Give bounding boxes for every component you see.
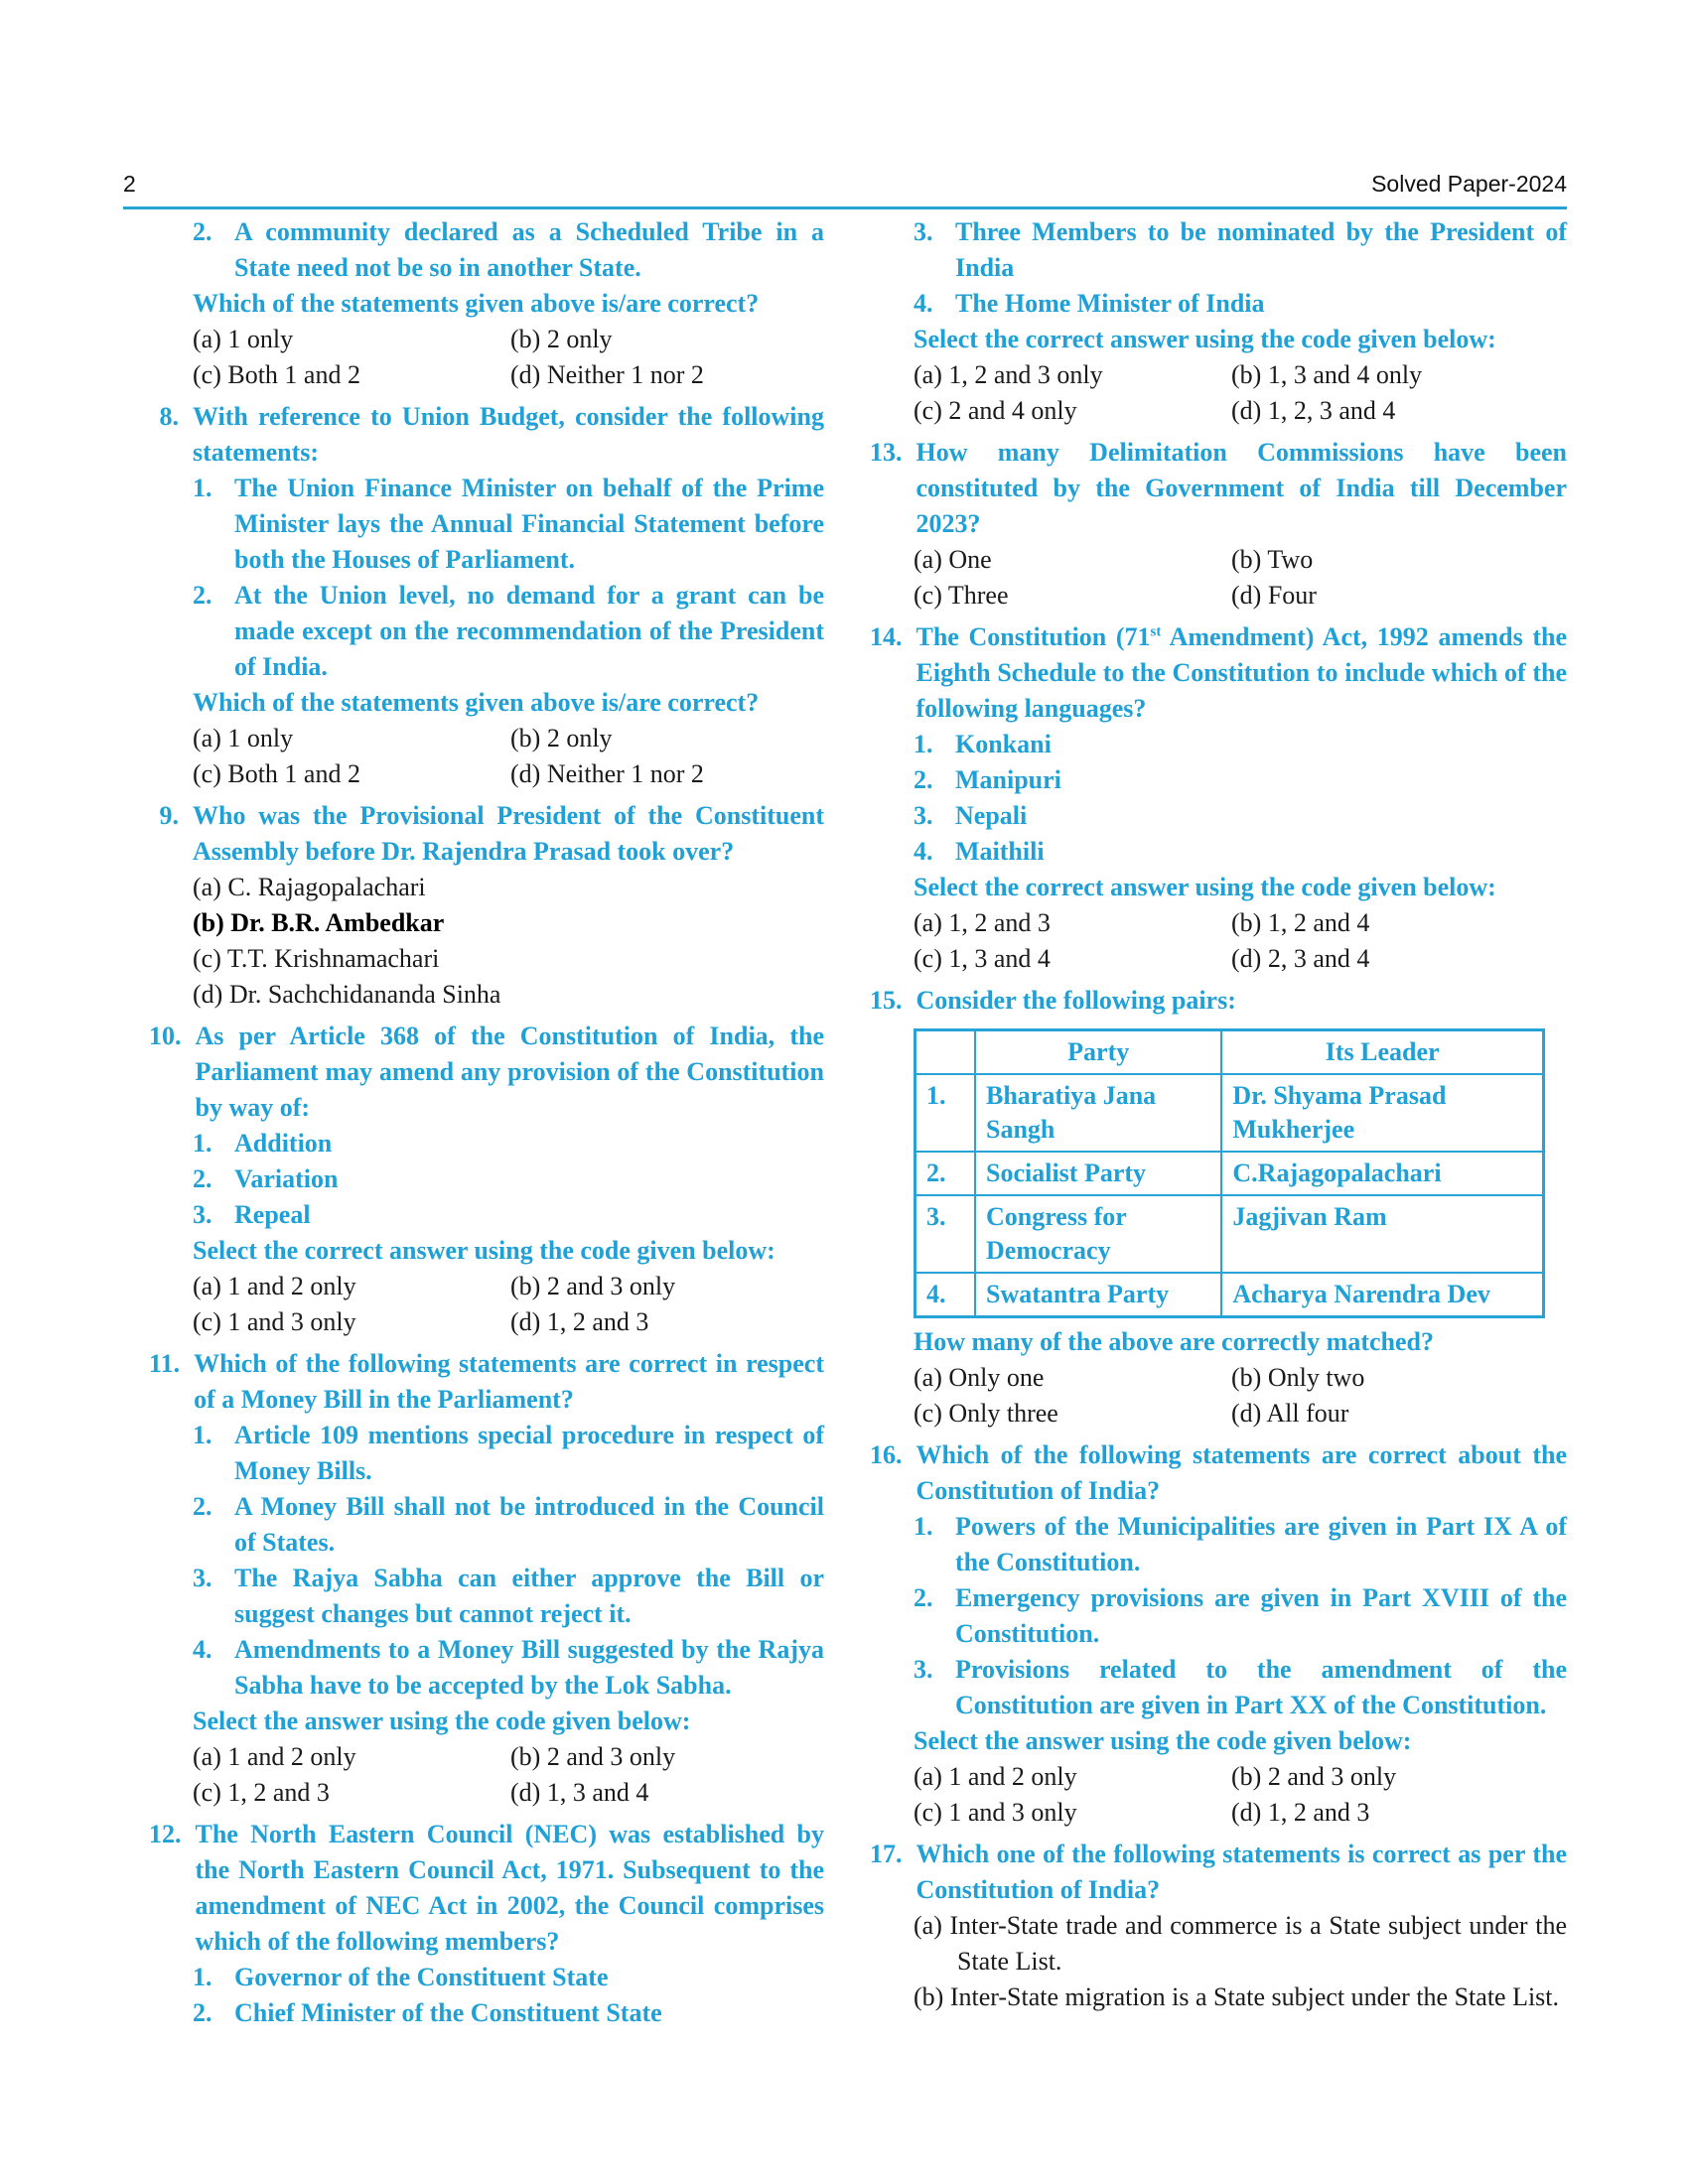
- page-number: 2: [123, 171, 136, 197]
- right-column: [870, 214, 1567, 2015]
- q14-option-c: (c) 1, 3 and 4: [914, 944, 1051, 973]
- q10-option-a: (a) 1 and 2 only: [193, 1272, 356, 1300]
- q14-options: [870, 905, 1567, 977]
- q13-option-c: (c) Three: [914, 581, 1009, 610]
- q15-prompt: How many of the above are correctly matched?: [914, 1327, 1434, 1356]
- q16-prompt: Select the answer using the code given below:: [914, 1726, 1412, 1755]
- q13-option-b: (b) Two: [1231, 545, 1314, 574]
- q11-prompt: Select the answer using the code given below:: [193, 1706, 691, 1735]
- q13-options: [870, 542, 1567, 614]
- q9-option-b-answer: (b) Dr. B.R. Ambedkar: [193, 908, 445, 937]
- q7-options: [149, 322, 824, 393]
- q7-prompt: Which of the statements given above is/are correct?: [193, 289, 760, 318]
- q14-option-a: (a) 1, 2 and 3: [914, 908, 1051, 937]
- q10-option-d: (d) 1, 2 and 3: [510, 1307, 649, 1336]
- column-header-party: Party: [975, 1030, 1221, 1075]
- q10-statement-3: 3. Repeal: [193, 1200, 311, 1229]
- q10-option-c: (c) 1 and 3 only: [193, 1307, 356, 1336]
- q7-option-b: (b) 2 only: [510, 325, 613, 353]
- q16-statement-3: 3. Provisions related to the amendment of the Constitution are given in Part XX of the Constitution.: [914, 1655, 1567, 1719]
- q9-option-c: (c) T.T. Krishnamachari: [193, 944, 440, 973]
- q12-options: [870, 357, 1567, 429]
- q14-statement-3: 3. Nepali: [914, 801, 1028, 830]
- q16-option-b: (b) 2 and 3 only: [1231, 1762, 1397, 1791]
- q8-option-b: (b) 2 only: [510, 724, 613, 752]
- q12-statement-2: 2. Chief Minister of the Constituent State: [193, 1998, 662, 2027]
- q7-option-c: (c) Both 1 and 2: [193, 360, 360, 389]
- q12-statement-1: 1. Governor of the Constituent State: [193, 1963, 609, 1991]
- q14-prompt: Select the correct answer using the code given below:: [914, 873, 1496, 901]
- question-15: 15. Consider the following pairs:: [870, 986, 1236, 1015]
- q15-option-b: (b) Only two: [1231, 1363, 1365, 1392]
- table-row: 3. Congress for Democracy Jagjivan Ram: [915, 1195, 1544, 1273]
- q7-option-a: (a) 1 only: [193, 325, 294, 353]
- question-9: 9. Who was the Provisional President of the Constituent Assembly before Dr. Rajendra Prasad took over?: [159, 801, 824, 866]
- question-17: 17. Which one of the following statements is correct as per the Constitution of India?: [870, 1840, 1567, 1904]
- q13-option-a: (a) One: [914, 545, 992, 574]
- running-title: Solved Paper-2024: [1371, 171, 1567, 197]
- q8-option-a: (a) 1 only: [193, 724, 294, 752]
- q10-statement-1: 1. Addition: [193, 1129, 333, 1158]
- table-row: 1. Bharatiya Jana Sangh Dr. Shyama Prasad Mukherjee: [915, 1074, 1544, 1152]
- q8-prompt: Which of the statements given above is/are correct?: [193, 688, 760, 717]
- q11-statement-2: 2. A Money Bill shall not be introduced in the Council of States.: [193, 1492, 824, 1557]
- q11-option-b: (b) 2 and 3 only: [510, 1742, 676, 1771]
- page-header: [123, 167, 1567, 209]
- q10-options: [149, 1269, 824, 1340]
- q14-option-d: (d) 2, 3 and 4: [1231, 944, 1370, 973]
- q11-options: [149, 1739, 824, 1811]
- q11-statement-4: 4. Amendments to a Money Bill suggested by the Rajya Sabha have to be accepted by the Lok Sabha.: [193, 1635, 824, 1700]
- q8-option-c: (c) Both 1 and 2: [193, 759, 360, 788]
- q11-option-d: (d) 1, 3 and 4: [510, 1778, 649, 1807]
- table-row: 4. Swatantra Party Acharya Narendra Dev: [915, 1273, 1544, 1317]
- q16-statement-2: 2. Emergency provisions are given in Part XVIII of the Constitution.: [914, 1583, 1567, 1648]
- q7-option-d: (d) Neither 1 nor 2: [510, 360, 704, 389]
- q15-option-c: (c) Only three: [914, 1399, 1058, 1428]
- q11-statement-3: 3. The Rajya Sabha can either approve the Bill or suggest changes but cannot reject it.: [193, 1564, 824, 1628]
- q10-statement-2: 2. Variation: [193, 1164, 339, 1193]
- q9-option-a: (a) C. Rajagopalachari: [193, 873, 426, 901]
- q8-option-d: (d) Neither 1 nor 2: [510, 759, 704, 788]
- q11-option-a: (a) 1 and 2 only: [193, 1742, 356, 1771]
- q12-option-b: (b) 1, 3 and 4 only: [1231, 360, 1423, 389]
- column-header-leader: Its Leader: [1221, 1030, 1543, 1075]
- q12-statement-4: 4. The Home Minister of India: [914, 289, 1265, 318]
- q16-statement-1: 1. Powers of the Municipalities are given in Part IX A of the Constitution.: [914, 1512, 1567, 1576]
- q14-statement-1: 1. Konkani: [914, 730, 1052, 758]
- q12-option-a: (a) 1, 2 and 3 only: [914, 360, 1103, 389]
- table-row: 2. Socialist Party C.Rajagopalachari: [915, 1152, 1544, 1195]
- q15-option-d: (d) All four: [1231, 1399, 1349, 1428]
- q13-option-d: (d) Four: [1231, 581, 1317, 610]
- q9-option-d: (d) Dr. Sachchidananda Sinha: [193, 980, 501, 1009]
- q12-prompt: Select the correct answer using the code given below:: [914, 325, 1496, 353]
- question-16: 16. Which of the following statements are correct about the Constitution of India?: [870, 1440, 1567, 1505]
- q15-options: [870, 1360, 1567, 1432]
- q12-statement-3: 3. Three Members to be nominated by the President of India: [914, 217, 1567, 282]
- pairs-table: [914, 1028, 1545, 1318]
- question-13: 13. How many Delimitation Commissions have been constituted by the Government of India till December 2023?: [870, 438, 1567, 538]
- q16-option-c: (c) 1 and 3 only: [914, 1798, 1077, 1827]
- q8-statement-1: 1. The Union Finance Minister on behalf of the Prime Minister lays the Annual Financial Statement before both the Houses of Parliament.: [193, 474, 824, 574]
- left-column: [149, 214, 824, 2031]
- question-12: 12. The North Eastern Council (NEC) was established by the North Eastern Council Act, 1971. Subsequent to the amendment of NEC Act in 2002, the Council comprises which of the following members?: [149, 1820, 824, 1956]
- q10-option-b: (b) 2 and 3 only: [510, 1272, 676, 1300]
- question-14: 14. The Constitution (71st Amendment) Act, 1992 amends the Eighth Schedule to the Constitution to include which of the following languages?: [870, 622, 1567, 723]
- q15-option-a: (a) Only one: [914, 1363, 1045, 1392]
- q8-statement-2: 2. At the Union level, no demand for a grant can be made except on the recommendation of the President of India.: [193, 581, 824, 681]
- question-8: 8. With reference to Union Budget, consider the following statements:: [159, 402, 824, 467]
- q17-option-a: (a) Inter-State trade and commerce is a State subject under the State List.: [914, 1911, 1567, 1976]
- q14-statement-4: 4. Maithili: [914, 837, 1045, 866]
- q17-option-b: (b) Inter-State migration is a State subject under the State List.: [914, 1982, 1560, 2011]
- q8-options: [149, 721, 824, 792]
- q16-options: [870, 1759, 1567, 1831]
- question-10: 10. As per Article 368 of the Constitution of India, the Parliament may amend any provision of the Constitution by way of:: [149, 1022, 824, 1122]
- q11-statement-1: 1. Article 109 mentions special procedure in respect of Money Bills.: [193, 1421, 824, 1485]
- q16-option-d: (d) 1, 2 and 3: [1231, 1798, 1370, 1827]
- q12-option-d: (d) 1, 2, 3 and 4: [1231, 396, 1396, 425]
- q12-option-c: (c) 2 and 4 only: [914, 396, 1077, 425]
- q14-statement-2: 2. Manipuri: [914, 765, 1061, 794]
- question-11: 11. Which of the following statements are correct in respect of a Money Bill in the Parliament?: [149, 1349, 824, 1414]
- q7-statement-2: 2. A community declared as a Scheduled Tribe in a State need not be so in another State.: [193, 217, 824, 282]
- q14-option-b: (b) 1, 2 and 4: [1231, 908, 1370, 937]
- table-header-row: [915, 1030, 1544, 1075]
- q16-option-a: (a) 1 and 2 only: [914, 1762, 1077, 1791]
- q10-prompt: Select the correct answer using the code given below:: [193, 1236, 775, 1265]
- q11-option-c: (c) 1, 2 and 3: [193, 1778, 330, 1807]
